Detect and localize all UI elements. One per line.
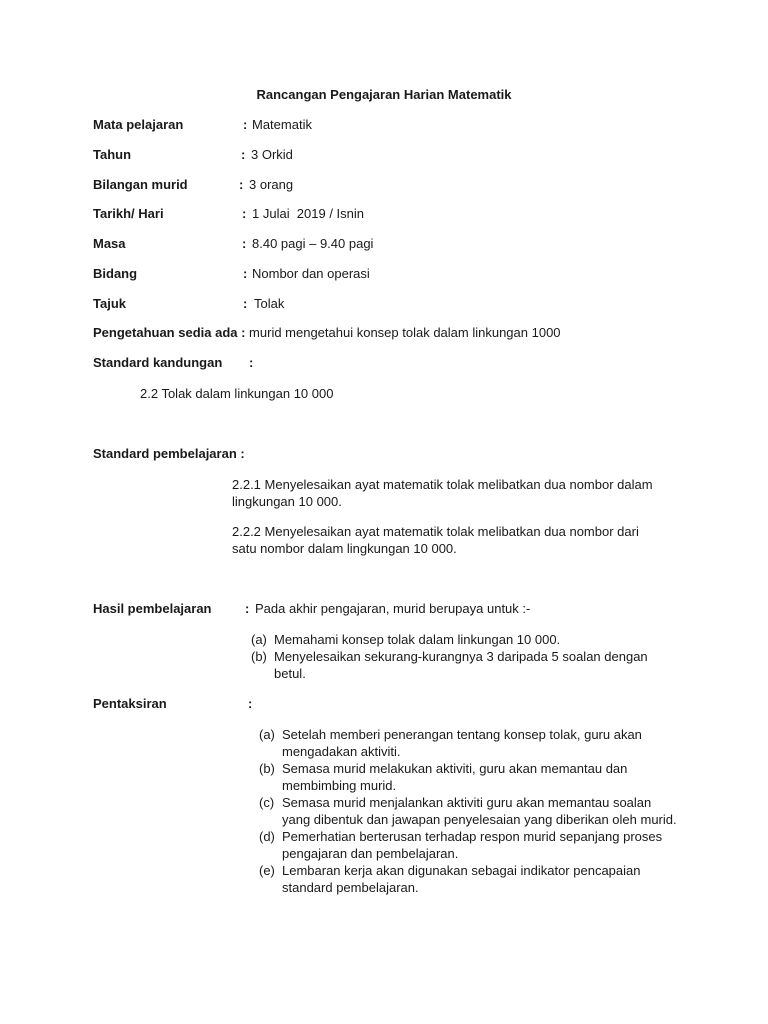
- list-item: [259, 726, 679, 760]
- list-text: Menyelesaikan sekurang-kurangnya 3 daripada 5 soalan dengan betul.: [274, 649, 648, 681]
- field-value: 3 Orkid: [251, 147, 293, 162]
- field-colon: :: [242, 236, 247, 251]
- field-label: Tahun: [93, 147, 132, 162]
- list-item: [259, 794, 679, 828]
- standard-pembelajaran-item: 2.2.2 Menyelesaikan ayat matematik tolak melibatkan dua nombor dari satu nombor dalam lingkungan 10 000.: [232, 524, 639, 556]
- standard-kandungan-colon: :: [249, 355, 254, 370]
- hasil-pembelajaran-list: [251, 631, 651, 682]
- field-colon: :: [243, 296, 248, 311]
- list-marker: (d): [259, 829, 275, 844]
- list-item: [259, 862, 679, 896]
- field-label: Bidang: [93, 266, 138, 281]
- hasil-pembelajaran-intro: Pada akhir pengajaran, murid berupaya untuk :-: [255, 601, 531, 616]
- field-label: Masa: [93, 236, 126, 251]
- list-marker: (b): [251, 649, 267, 664]
- field-value: Matematik: [252, 117, 312, 132]
- list-text: Setelah memberi penerangan tentang konsep tolak, guru akan mengadakan aktiviti.: [282, 727, 642, 759]
- standard-kandungan-item: 2.2 Tolak dalam linkungan 10 000: [140, 386, 334, 401]
- field-label: Bilangan murid: [93, 177, 188, 192]
- standard-pembelajaran-item: 2.2.1 Menyelesaikan ayat matematik tolak melibatkan dua nombor dalam lingkungan 10 000.: [232, 477, 653, 509]
- list-item: [251, 648, 651, 682]
- field-label: Tajuk: [93, 296, 126, 311]
- field-colon: :: [242, 206, 247, 221]
- field-value: 1 Julai 2019 / Isnin: [252, 206, 365, 221]
- list-marker: (a): [259, 727, 275, 742]
- list-marker: (e): [259, 863, 275, 878]
- list-text: Semasa murid menjalankan aktiviti guru akan memantau soalan yang dibentuk dan jawapan penyelesaian yang diberikan oleh murid.: [282, 795, 677, 827]
- list-item: [259, 828, 679, 862]
- pentaksiran-list: [259, 726, 679, 896]
- list-text: Memahami konsep tolak dalam linkungan 10 000.: [274, 632, 561, 647]
- field-value: Tolak: [254, 296, 285, 311]
- field-value: 8.40 pagi – 9.40 pagi: [252, 236, 374, 251]
- pengetahuan-sedia-ada: [93, 325, 561, 340]
- field-colon: :: [239, 177, 244, 192]
- field-colon: :: [241, 147, 246, 162]
- hasil-pembelajaran-colon: :: [245, 601, 250, 616]
- list-item: [259, 760, 679, 794]
- list-text: Semasa murid melakukan aktiviti, guru akan memantau dan membimbing murid.: [282, 761, 628, 793]
- standard-kandungan-label: Standard kandungan: [93, 355, 223, 370]
- field-value: Nombor dan operasi: [252, 266, 370, 281]
- pentaksiran-colon: :: [248, 696, 253, 711]
- field-colon: :: [243, 117, 248, 132]
- pentaksiran-label: Pentaksiran: [93, 696, 167, 711]
- list-item: [251, 631, 651, 648]
- list-marker: (c): [259, 795, 275, 810]
- list-text: Pemerhatian berterusan terhadap respon murid sepanjang proses pengajaran dan pembelajaran.: [282, 829, 663, 861]
- document-title: Rancangan Pengajaran Harian Matematik: [256, 87, 512, 102]
- field-label: Tarikh/ Hari: [93, 206, 164, 221]
- standard-pembelajaran-label: Standard pembelajaran :: [93, 446, 245, 461]
- field-label: Mata pelajaran: [93, 117, 184, 132]
- list-marker: (a): [251, 632, 267, 647]
- pengetahuan-value: murid mengetahui konsep tolak dalam linkungan 1000: [245, 325, 561, 340]
- pengetahuan-label: Pengetahuan sedia ada :: [93, 325, 246, 340]
- list-marker: (b): [259, 761, 275, 776]
- hasil-pembelajaran-label: Hasil pembelajaran: [93, 601, 212, 616]
- list-text: Lembaran kerja akan digunakan sebagai indikator pencapaian standard pembelajaran.: [282, 863, 641, 895]
- field-value: 3 orang: [249, 177, 294, 192]
- field-colon: :: [243, 266, 248, 281]
